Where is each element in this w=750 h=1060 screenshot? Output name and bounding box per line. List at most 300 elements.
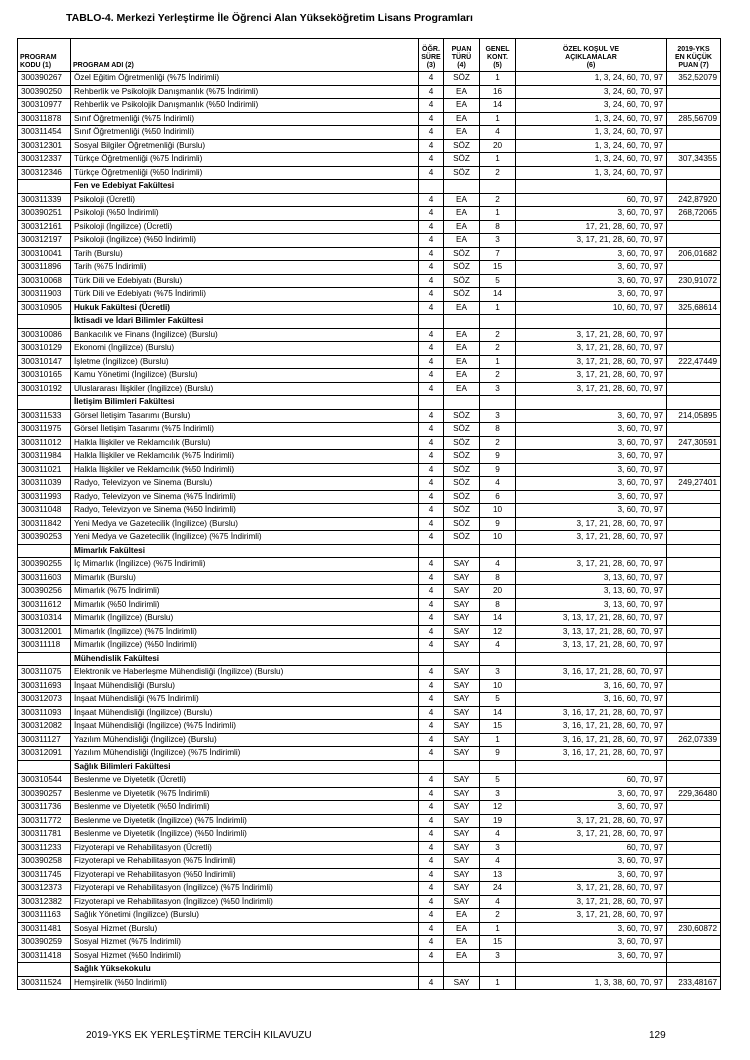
section-row xyxy=(18,315,721,329)
min-score-cell xyxy=(667,841,721,855)
table-row xyxy=(18,288,721,302)
quota-cell: 1 xyxy=(480,976,516,990)
quota-cell: 15 xyxy=(480,261,516,275)
quota-cell: 8 xyxy=(480,571,516,585)
score-type-cell: SÖZ xyxy=(444,463,480,477)
quota-cell: 4 xyxy=(480,558,516,572)
score-type-cell: EA xyxy=(444,909,480,923)
program-name-cell: Hukuk Fakültesi (Ücretli) xyxy=(71,301,419,315)
table-row xyxy=(18,882,721,896)
score-type-cell: SAY xyxy=(444,571,480,585)
program-code-cell: 300311418 xyxy=(18,949,71,963)
duration-cell: 4 xyxy=(419,841,444,855)
min-score-cell: 214,05895 xyxy=(667,409,721,423)
duration-cell: 4 xyxy=(419,976,444,990)
score-type-cell: SÖZ xyxy=(444,423,480,437)
score-type-cell: SAY xyxy=(444,895,480,909)
program-name-cell: Fizyoterapi ve Rehabilitasyon (%75 İndirimli) xyxy=(71,855,419,869)
conditions-cell: 3, 60, 70, 97 xyxy=(516,855,667,869)
min-score-cell xyxy=(667,585,721,599)
quota-cell: 10 xyxy=(480,504,516,518)
program-name-cell: Kamu Yönetimi (İngilizce) (Burslu) xyxy=(71,369,419,383)
program-name-cell: Rehberlik ve Psikolojik Danışmanlık (%50 İndirimli) xyxy=(71,99,419,113)
min-score-cell xyxy=(667,666,721,680)
table-row xyxy=(18,382,721,396)
program-name-cell: Beslenme ve Diyetetik (%50 İndirimli) xyxy=(71,801,419,815)
program-name-cell: Yazılım Mühendisliği (İngilizce) (Burslu) xyxy=(71,733,419,747)
program-name-cell: Mimarlık (İngilizce) (%75 İndirimli) xyxy=(71,625,419,639)
table-row xyxy=(18,666,721,680)
quota-cell: 2 xyxy=(480,909,516,923)
conditions-cell: 3, 13, 60, 70, 97 xyxy=(516,598,667,612)
section-code-cell xyxy=(18,315,71,329)
score-type-cell: SAY xyxy=(444,787,480,801)
score-type-cell: SAY xyxy=(444,882,480,896)
table-row xyxy=(18,747,721,761)
min-score-cell xyxy=(667,706,721,720)
conditions-cell: 3, 13, 17, 21, 28, 60, 70, 97 xyxy=(516,639,667,653)
table-row xyxy=(18,261,721,275)
program-code-cell: 300312197 xyxy=(18,234,71,248)
conditions-cell: 3, 17, 21, 28, 60, 70, 97 xyxy=(516,355,667,369)
conditions-cell: 1, 3, 38, 60, 70, 97 xyxy=(516,976,667,990)
score-type-cell: SAY xyxy=(444,639,480,653)
score-type-cell: SAY xyxy=(444,841,480,855)
program-code-cell: 300310086 xyxy=(18,328,71,342)
score-type-cell: EA xyxy=(444,220,480,234)
duration-cell: 4 xyxy=(419,328,444,342)
score-type-cell: SAY xyxy=(444,733,480,747)
program-code-cell: 300390259 xyxy=(18,936,71,950)
conditions-cell: 3, 17, 21, 28, 60, 70, 97 xyxy=(516,369,667,383)
table-row xyxy=(18,369,721,383)
quota-cell: 2 xyxy=(480,369,516,383)
quota-cell: 14 xyxy=(480,288,516,302)
conditions-cell: 10, 60, 70, 97 xyxy=(516,301,667,315)
quota-cell: 14 xyxy=(480,612,516,626)
table-row xyxy=(18,814,721,828)
section-empty-cell xyxy=(667,760,721,774)
min-score-cell xyxy=(667,504,721,518)
quota-cell: 5 xyxy=(480,774,516,788)
score-type-cell: SÖZ xyxy=(444,450,480,464)
quota-cell: 12 xyxy=(480,625,516,639)
header-duration: ÖĞR. SÜRE (3) xyxy=(419,39,444,72)
program-name-cell: Fizyoterapi ve Rehabilitasyon (İngilizce) (%75 İndirimli) xyxy=(71,882,419,896)
duration-cell: 4 xyxy=(419,679,444,693)
table-row xyxy=(18,868,721,882)
table-row xyxy=(18,531,721,545)
quota-cell: 14 xyxy=(480,706,516,720)
score-type-cell: EA xyxy=(444,301,480,315)
section-empty-cell xyxy=(516,180,667,194)
min-score-cell: 233,48167 xyxy=(667,976,721,990)
conditions-cell: 1, 3, 24, 60, 70, 97 xyxy=(516,153,667,167)
conditions-cell: 3, 60, 70, 97 xyxy=(516,261,667,275)
program-code-cell: 300390255 xyxy=(18,558,71,572)
min-score-cell xyxy=(667,747,721,761)
header-row xyxy=(18,39,721,72)
table-row xyxy=(18,517,721,531)
quota-cell: 1 xyxy=(480,112,516,126)
program-name-cell: Yazılım Mühendisliği (İngilizce) (%75 İndirimli) xyxy=(71,747,419,761)
score-type-cell: SAY xyxy=(444,868,480,882)
conditions-cell: 60, 70, 97 xyxy=(516,193,667,207)
conditions-cell: 3, 16, 17, 21, 28, 60, 70, 97 xyxy=(516,720,667,734)
score-type-cell: SAY xyxy=(444,828,480,842)
section-title: Mühendislik Fakültesi xyxy=(71,652,419,666)
duration-cell: 4 xyxy=(419,126,444,140)
quota-cell: 1 xyxy=(480,301,516,315)
table-row xyxy=(18,828,721,842)
conditions-cell: 3, 17, 21, 28, 60, 70, 97 xyxy=(516,895,667,909)
table-row xyxy=(18,85,721,99)
score-type-cell: SAY xyxy=(444,814,480,828)
program-name-cell: Radyo, Televizyon ve Sinema (%75 İndirimli) xyxy=(71,490,419,504)
duration-cell: 4 xyxy=(419,166,444,180)
conditions-cell: 1, 3, 24, 60, 70, 97 xyxy=(516,166,667,180)
quota-cell: 9 xyxy=(480,450,516,464)
quota-cell: 12 xyxy=(480,801,516,815)
duration-cell: 4 xyxy=(419,261,444,275)
program-name-cell: Psikoloji (Ücretli) xyxy=(71,193,419,207)
program-code-cell: 300311093 xyxy=(18,706,71,720)
program-code-cell: 300310314 xyxy=(18,612,71,626)
program-name-cell: İşletme (İngilizce) (Burslu) xyxy=(71,355,419,369)
quota-cell: 2 xyxy=(480,436,516,450)
program-code-cell: 300311896 xyxy=(18,261,71,275)
program-code-cell: 300390250 xyxy=(18,85,71,99)
program-name-cell: Türk Dili ve Edebiyatı (Burslu) xyxy=(71,274,419,288)
program-code-cell: 300312382 xyxy=(18,895,71,909)
program-code-cell: 300311781 xyxy=(18,828,71,842)
program-code-cell: 300312161 xyxy=(18,220,71,234)
quota-cell: 24 xyxy=(480,882,516,896)
table-row xyxy=(18,193,721,207)
quota-cell: 1 xyxy=(480,922,516,936)
program-code-cell: 300312337 xyxy=(18,153,71,167)
program-name-cell: İnşaat Mühendisliği (Burslu) xyxy=(71,679,419,693)
score-type-cell: EA xyxy=(444,355,480,369)
min-score-cell: 249,27401 xyxy=(667,477,721,491)
conditions-cell: 3, 60, 70, 97 xyxy=(516,207,667,221)
quota-cell: 3 xyxy=(480,234,516,248)
min-score-cell xyxy=(667,342,721,356)
program-name-cell: Sosyal Hizmet (Burslu) xyxy=(71,922,419,936)
section-empty-cell xyxy=(480,180,516,194)
min-score-cell xyxy=(667,166,721,180)
duration-cell: 4 xyxy=(419,612,444,626)
program-name-cell: Radyo, Televizyon ve Sinema (%50 İndirimli) xyxy=(71,504,419,518)
quota-cell: 9 xyxy=(480,463,516,477)
quota-cell: 4 xyxy=(480,477,516,491)
duration-cell: 4 xyxy=(419,882,444,896)
min-score-cell: 262,07339 xyxy=(667,733,721,747)
score-type-cell: SAY xyxy=(444,976,480,990)
section-row xyxy=(18,180,721,194)
score-type-cell: EA xyxy=(444,234,480,248)
quota-cell: 1 xyxy=(480,733,516,747)
header-quota: GENEL KONT. (5) xyxy=(480,39,516,72)
conditions-cell: 3, 17, 21, 28, 60, 70, 97 xyxy=(516,814,667,828)
duration-cell: 4 xyxy=(419,895,444,909)
program-code-cell: 300311233 xyxy=(18,841,71,855)
score-type-cell: SAY xyxy=(444,774,480,788)
table-row xyxy=(18,855,721,869)
quota-cell: 1 xyxy=(480,355,516,369)
min-score-cell xyxy=(667,234,721,248)
duration-cell: 4 xyxy=(419,639,444,653)
table-row xyxy=(18,774,721,788)
quota-cell: 4 xyxy=(480,828,516,842)
table-row xyxy=(18,693,721,707)
section-empty-cell xyxy=(667,315,721,329)
score-type-cell: SAY xyxy=(444,720,480,734)
conditions-cell: 3, 60, 70, 97 xyxy=(516,801,667,815)
duration-cell: 4 xyxy=(419,463,444,477)
duration-cell: 4 xyxy=(419,382,444,396)
duration-cell: 4 xyxy=(419,625,444,639)
section-empty-cell xyxy=(667,544,721,558)
section-empty-cell xyxy=(419,760,444,774)
score-type-cell: EA xyxy=(444,949,480,963)
program-name-cell: Ekonomi (İngilizce) (Burslu) xyxy=(71,342,419,356)
quota-cell: 13 xyxy=(480,868,516,882)
score-type-cell: EA xyxy=(444,922,480,936)
program-name-cell: Fizyoterapi ve Rehabilitasyon (%50 İndirimli) xyxy=(71,868,419,882)
section-empty-cell xyxy=(480,396,516,410)
table-row xyxy=(18,922,721,936)
min-score-cell xyxy=(667,450,721,464)
program-code-cell: 300310165 xyxy=(18,369,71,383)
score-type-cell: SÖZ xyxy=(444,139,480,153)
table-row xyxy=(18,112,721,126)
program-name-cell: Özel Eğitim Öğretmenliği (%75 İndirimli) xyxy=(71,72,419,86)
program-name-cell: Yeni Medya ve Gazetecilik (İngilizce) (%75 İndirimli) xyxy=(71,531,419,545)
section-title: İletişim Bilimleri Fakültesi xyxy=(71,396,419,410)
quota-cell: 4 xyxy=(480,126,516,140)
program-code-cell: 300312373 xyxy=(18,882,71,896)
score-type-cell: EA xyxy=(444,99,480,113)
program-name-cell: Elektronik ve Haberleşme Mühendisliği (İngilizce) (Burslu) xyxy=(71,666,419,680)
duration-cell: 4 xyxy=(419,423,444,437)
footer-guide-title: 2019-YKS EK YERLEŞTİRME TERCİH KILAVUZU xyxy=(86,1030,312,1041)
program-code-cell: 300311118 xyxy=(18,639,71,653)
quota-cell: 4 xyxy=(480,639,516,653)
score-type-cell: SAY xyxy=(444,693,480,707)
program-code-cell: 300311975 xyxy=(18,423,71,437)
quota-cell: 3 xyxy=(480,787,516,801)
table-row xyxy=(18,733,721,747)
min-score-cell xyxy=(667,909,721,923)
program-code-cell: 300312091 xyxy=(18,747,71,761)
conditions-cell: 1, 3, 24, 60, 70, 97 xyxy=(516,72,667,86)
quota-cell: 8 xyxy=(480,598,516,612)
program-name-cell: Mimarlık (Burslu) xyxy=(71,571,419,585)
duration-cell: 4 xyxy=(419,787,444,801)
conditions-cell: 3, 60, 70, 97 xyxy=(516,247,667,261)
page-number: 129 xyxy=(649,1030,666,1041)
program-code-cell: 300311021 xyxy=(18,463,71,477)
table-row xyxy=(18,450,721,464)
section-title: Sağlık Yüksekokulu xyxy=(71,963,419,977)
score-type-cell: SAY xyxy=(444,801,480,815)
section-title: Fen ve Edebiyat Fakültesi xyxy=(71,180,419,194)
program-code-cell: 300312001 xyxy=(18,625,71,639)
section-empty-cell xyxy=(444,315,480,329)
section-empty-cell xyxy=(419,963,444,977)
quota-cell: 20 xyxy=(480,585,516,599)
program-code-cell: 300311993 xyxy=(18,490,71,504)
table-row xyxy=(18,639,721,653)
min-score-cell xyxy=(667,531,721,545)
conditions-cell: 3, 17, 21, 28, 60, 70, 97 xyxy=(516,882,667,896)
section-empty-cell xyxy=(444,963,480,977)
min-score-cell: 230,60872 xyxy=(667,922,721,936)
header-min-score: 2019-YKS EN KÜÇÜK PUAN (7) xyxy=(667,39,721,72)
score-type-cell: SÖZ xyxy=(444,477,480,491)
program-code-cell: 300311612 xyxy=(18,598,71,612)
section-code-cell xyxy=(18,963,71,977)
program-name-cell: Rehberlik ve Psikolojik Danışmanlık (%75 İndirimli) xyxy=(71,85,419,99)
conditions-cell: 3, 60, 70, 97 xyxy=(516,787,667,801)
quota-cell: 4 xyxy=(480,855,516,869)
duration-cell: 4 xyxy=(419,247,444,261)
quota-cell: 3 xyxy=(480,666,516,680)
score-type-cell: SÖZ xyxy=(444,409,480,423)
quota-cell: 9 xyxy=(480,517,516,531)
quota-cell: 2 xyxy=(480,328,516,342)
program-code-cell: 300311745 xyxy=(18,868,71,882)
program-name-cell: Mimarlık (%75 İndirimli) xyxy=(71,585,419,599)
table-row xyxy=(18,558,721,572)
section-empty-cell xyxy=(667,652,721,666)
quota-cell: 20 xyxy=(480,139,516,153)
quota-cell: 8 xyxy=(480,423,516,437)
duration-cell: 4 xyxy=(419,598,444,612)
program-code-cell: 300311603 xyxy=(18,571,71,585)
quota-cell: 3 xyxy=(480,409,516,423)
score-type-cell: EA xyxy=(444,112,480,126)
min-score-cell xyxy=(667,261,721,275)
min-score-cell xyxy=(667,99,721,113)
section-empty-cell xyxy=(444,396,480,410)
program-name-cell: Sosyal Hizmet (%50 İndirimli) xyxy=(71,949,419,963)
min-score-cell xyxy=(667,855,721,869)
section-code-cell xyxy=(18,180,71,194)
section-row xyxy=(18,544,721,558)
score-type-cell: SÖZ xyxy=(444,166,480,180)
min-score-cell xyxy=(667,598,721,612)
program-code-cell: 300390257 xyxy=(18,787,71,801)
table-row xyxy=(18,598,721,612)
program-name-cell: Görsel İletişim Tasarımı (%75 İndirimli) xyxy=(71,423,419,437)
section-empty-cell xyxy=(516,544,667,558)
table-row xyxy=(18,166,721,180)
table-row xyxy=(18,247,721,261)
min-score-cell: 307,34355 xyxy=(667,153,721,167)
section-empty-cell xyxy=(516,760,667,774)
section-empty-cell xyxy=(419,396,444,410)
duration-cell: 4 xyxy=(419,477,444,491)
program-name-cell: Yeni Medya ve Gazetecilik (İngilizce) (Burslu) xyxy=(71,517,419,531)
program-code-cell: 300310147 xyxy=(18,355,71,369)
program-name-cell: İnşaat Mühendisliği (İngilizce) (%75 İndirimli) xyxy=(71,720,419,734)
section-empty-cell xyxy=(480,963,516,977)
conditions-cell: 3, 17, 21, 28, 60, 70, 97 xyxy=(516,909,667,923)
program-name-cell: Beslenme ve Diyetetik (İngilizce) (%75 İndirimli) xyxy=(71,814,419,828)
duration-cell: 4 xyxy=(419,207,444,221)
min-score-cell xyxy=(667,693,721,707)
section-title: Mimarlık Fakültesi xyxy=(71,544,419,558)
page-title: TABLO-4. Merkezi Yerleştirme İle Öğrenci Alan Yükseköğretim Lisans Programları xyxy=(66,12,473,24)
quota-cell: 3 xyxy=(480,382,516,396)
program-name-cell: Uluslararası İlişkiler (İngilizce) (Burslu) xyxy=(71,382,419,396)
conditions-cell: 60, 70, 97 xyxy=(516,774,667,788)
section-empty-cell xyxy=(444,652,480,666)
program-code-cell: 300310192 xyxy=(18,382,71,396)
min-score-cell xyxy=(667,801,721,815)
conditions-cell: 3, 16, 17, 21, 28, 60, 70, 97 xyxy=(516,747,667,761)
program-code-cell: 300311339 xyxy=(18,193,71,207)
table-row xyxy=(18,99,721,113)
score-type-cell: EA xyxy=(444,342,480,356)
table-row xyxy=(18,571,721,585)
min-score-cell xyxy=(667,126,721,140)
duration-cell: 4 xyxy=(419,409,444,423)
min-score-cell xyxy=(667,85,721,99)
table-row xyxy=(18,423,721,437)
table-row xyxy=(18,234,721,248)
section-empty-cell xyxy=(444,180,480,194)
program-name-cell: Türkçe Öğretmenliği (%75 İndirimli) xyxy=(71,153,419,167)
table-row xyxy=(18,625,721,639)
conditions-cell: 1, 3, 24, 60, 70, 97 xyxy=(516,139,667,153)
conditions-cell: 3, 60, 70, 97 xyxy=(516,504,667,518)
min-score-cell xyxy=(667,288,721,302)
quota-cell: 16 xyxy=(480,85,516,99)
quota-cell: 1 xyxy=(480,153,516,167)
program-code-cell: 300311075 xyxy=(18,666,71,680)
program-code-cell: 300311127 xyxy=(18,733,71,747)
duration-cell: 4 xyxy=(419,585,444,599)
table-body xyxy=(18,72,721,990)
duration-cell: 4 xyxy=(419,909,444,923)
min-score-cell xyxy=(667,490,721,504)
program-name-cell: Sınıf Öğretmenliği (%75 İndirimli) xyxy=(71,112,419,126)
section-empty-cell xyxy=(516,315,667,329)
duration-cell: 4 xyxy=(419,774,444,788)
table-row xyxy=(18,355,721,369)
min-score-cell xyxy=(667,423,721,437)
min-score-cell xyxy=(667,720,721,734)
conditions-cell: 3, 60, 70, 97 xyxy=(516,936,667,950)
duration-cell: 4 xyxy=(419,814,444,828)
score-type-cell: SÖZ xyxy=(444,490,480,504)
duration-cell: 4 xyxy=(419,868,444,882)
score-type-cell: EA xyxy=(444,936,480,950)
program-name-cell: Psikoloji (İngilizce) (%50 İndirimli) xyxy=(71,234,419,248)
conditions-cell: 3, 60, 70, 97 xyxy=(516,463,667,477)
table-row xyxy=(18,274,721,288)
quota-cell: 2 xyxy=(480,193,516,207)
quota-cell: 10 xyxy=(480,531,516,545)
duration-cell: 4 xyxy=(419,99,444,113)
conditions-cell: 3, 60, 70, 97 xyxy=(516,868,667,882)
table-row xyxy=(18,126,721,140)
section-empty-cell xyxy=(419,652,444,666)
score-type-cell: EA xyxy=(444,85,480,99)
